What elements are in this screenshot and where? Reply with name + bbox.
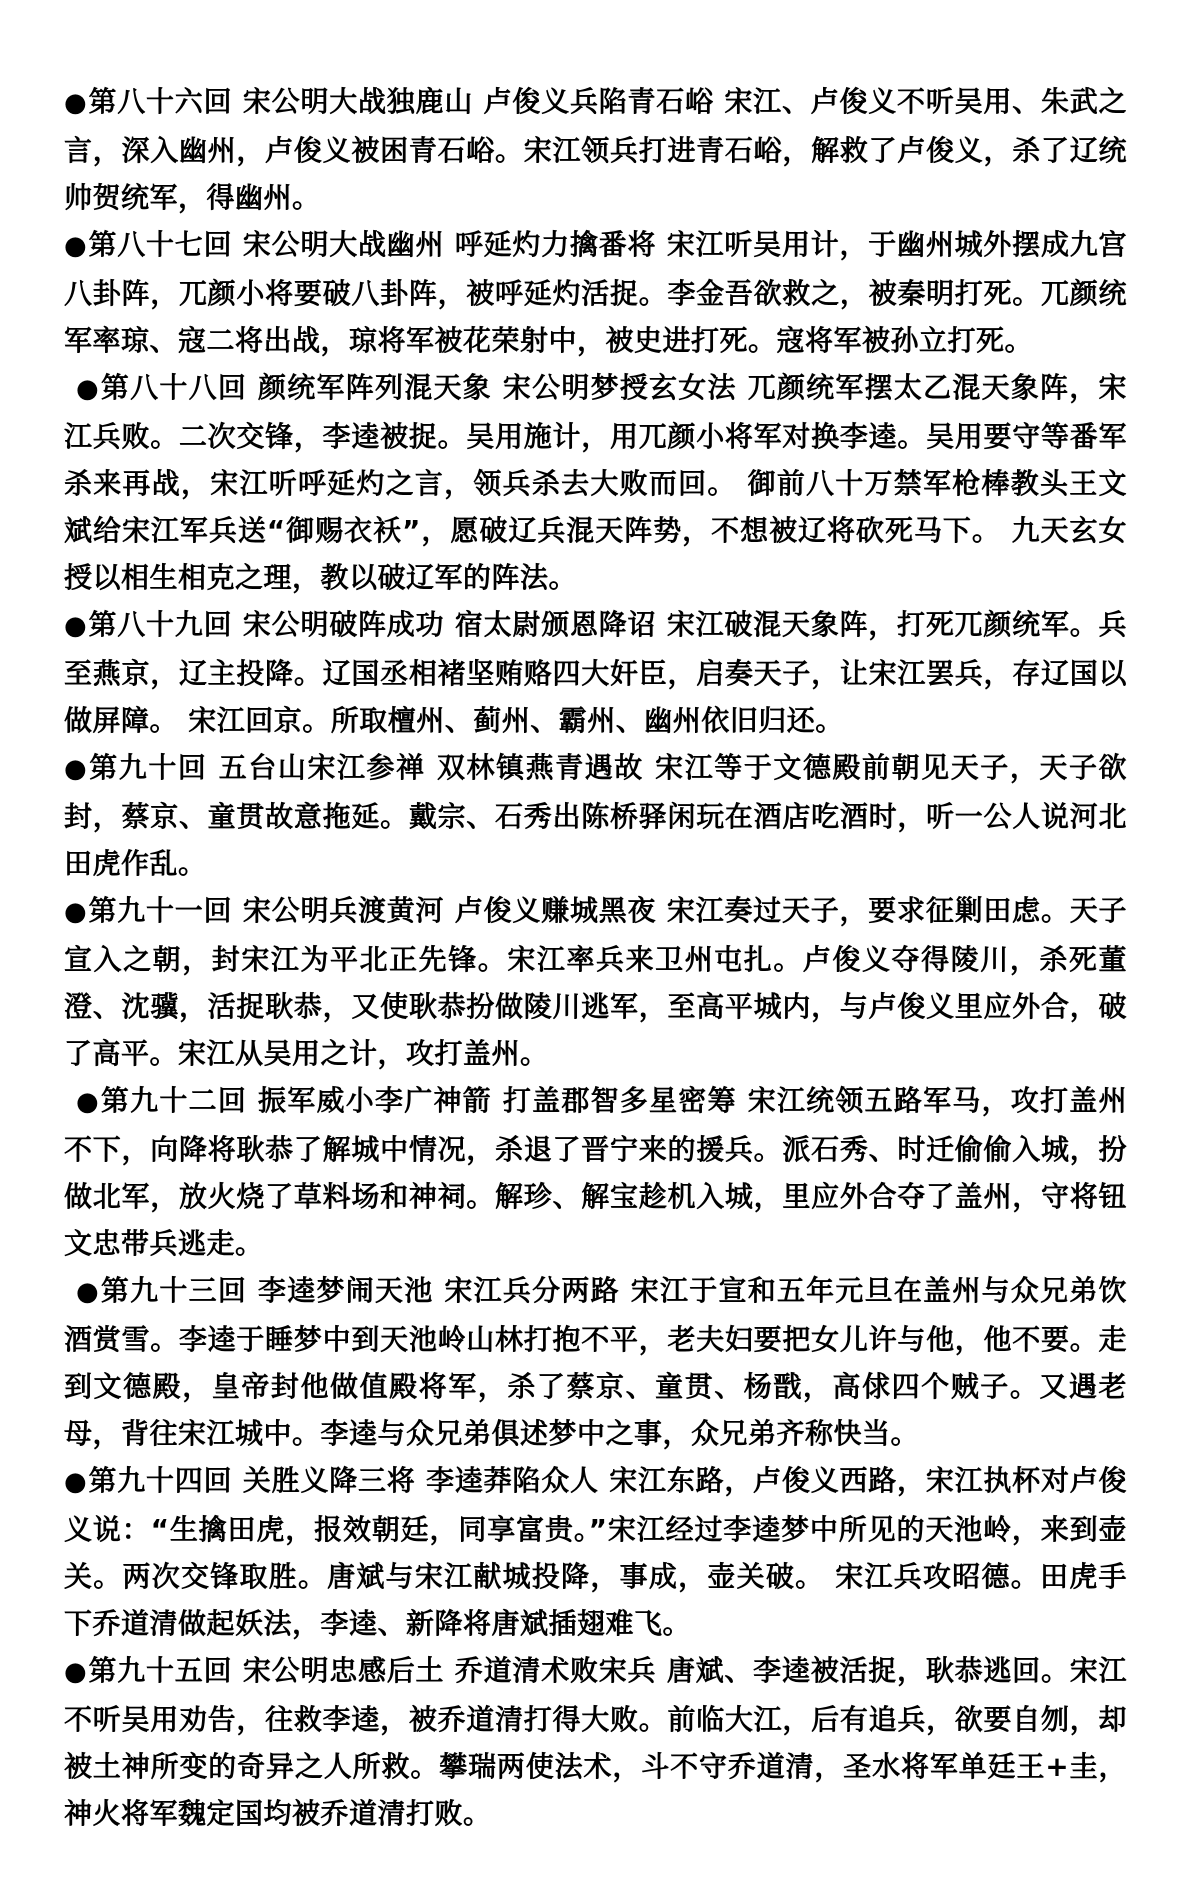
paragraph-text: 第九十二回 振军威小李广神箭 打盖郡智多星密筹 宋江统领五路军马，攻打盖州不下，向降将耿恭了解城中情况，杀退了晋宁来的援兵。派石秀、时迁偷偷入城，扮做北军，放火烧了草料场和神祠。解珍、解宝趁机入城，里应外合夺了盖州，守将钮文忠带兵逃走。 bbox=[64, 1084, 1128, 1260]
chapter-92-summary bbox=[64, 1077, 1127, 1267]
bullet-icon: ● bbox=[64, 1657, 88, 1687]
chapter-87-summary bbox=[64, 221, 1127, 364]
paragraph-text: 第九十回 五台山宋江参禅 双林镇燕青遇故 宋江等于文德殿前朝见天子，天子欲封，蔡京、童贯故意拖延。戴宗、石秀出陈桥驿闲玩在酒店吃酒时，听一公人说河北田虎作乱。 bbox=[64, 751, 1128, 880]
chapter-94-summary bbox=[64, 1457, 1127, 1647]
paragraph-text: 第九十五回 宋公明忠感后土 乔道清术败宋兵 唐斌、李逵被活捉，耿恭逃回。宋江不听吴用劝告，往救李逵，被乔道清打得大败。前临大江，后有追兵，欲要自刎，却被土神所变的奇异之人所救。攀瑞两使法术，斗不守乔道清，圣水将军单廷王+圭，神火将军魏定国均被乔道清打败。 bbox=[64, 1654, 1128, 1830]
paragraph-text: 第九十四回 关胜义降三将 李逵莽陷众人 宋江东路，卢俊义西路，宋江执杯对卢俊义说：“生擒田虎，报效朝廷，同享富贵。”宋江经过李逵梦中所见的天池岭，来到壶关。两次交锋取胜。唐斌与宋江献城投降，事成，壶关破。 宋江兵攻昭德。田虎手下乔道清做起妖法，李逵、新降将唐斌插翅难飞。 bbox=[64, 1464, 1128, 1640]
bullet-icon: ● bbox=[64, 897, 88, 927]
paragraph-text: 第九十三回 李逵梦闹天池 宋江兵分两路 宋江于宣和五年元旦在盖州与众兄弟饮酒赏雪。李逵于睡梦中到天池岭山林打抱不平，老夫妇要把女儿许与他，他不要。走到文德殿，皇帝封他做值殿将军，杀了蔡京、童贯、杨戬，高俅四个贼子。又遇老母，背往宋江城中。李逵与众兄弟俱述梦中之事，众兄弟齐称快当。 bbox=[64, 1274, 1128, 1450]
bullet-icon: ● bbox=[64, 1467, 88, 1497]
chapter-86-summary bbox=[64, 78, 1127, 221]
paragraph-text: 第八十七回 宋公明大战幽州 呼延灼力擒番将 宋江听吴用计，于幽州城外摆成九宫八卦阵，兀颜小将要破八卦阵，被呼延灼活捉。李金吾欲救之，被秦明打死。兀颜统军率琼、寇二将出战，琼将军被花荣射中，被史进打死。寇将军被孙立打死。 bbox=[64, 228, 1128, 357]
paragraph-text: 第八十六回 宋公明大战独鹿山 卢俊义兵陷青石峪 宋江、卢俊义不听吴用、朱武之言，深入幽州，卢俊义被困青石峪。宋江领兵打进青石峪，解救了卢俊义，杀了辽统帅贺统军，得幽州。 bbox=[64, 85, 1128, 214]
bullet-icon: ● bbox=[64, 611, 88, 641]
bullet-icon: ● bbox=[76, 374, 100, 404]
chapter-91-summary bbox=[64, 887, 1127, 1077]
paragraph-text: 第九十一回 宋公明兵渡黄河 卢俊义赚城黑夜 宋江奏过天子，要求征剿田虑。天子宣入之朝，封宋江为平北正先锋。宋江率兵来卫州屯扎。卢俊义夺得陵川，杀死董澄、沈骥，活捉耿恭，又使耿恭扮做陵川逃军，至高平城内，与卢俊义里应外合，破了高平。宋江从吴用之计，攻打盖州。 bbox=[64, 894, 1128, 1070]
chapter-summary-list bbox=[64, 78, 1127, 1837]
paragraph-text: 第八十九回 宋公明破阵成功 宿太尉颁恩降诏 宋江破混天象阵，打死兀颜统军。兵至燕京，辽主投降。辽国丞相褚坚贿赂四大奸臣，启奏天子，让宋江罢兵，存辽国以做屏障。 宋江回京。所取檀州、蓟州、霸州、幽州依旧归还。 bbox=[64, 608, 1128, 737]
bullet-icon: ● bbox=[64, 231, 88, 261]
chapter-88-summary bbox=[64, 364, 1127, 601]
chapter-90-summary bbox=[64, 744, 1127, 887]
bullet-icon: ● bbox=[64, 754, 89, 784]
bullet-icon: ● bbox=[64, 88, 88, 118]
chapter-95-summary bbox=[64, 1647, 1127, 1837]
chapter-89-summary bbox=[64, 601, 1127, 744]
paragraph-text: 第八十八回 颜统军阵列混天象 宋公明梦授玄女法 兀颜统军摆太乙混天象阵，宋江兵败。二次交锋，李逵被捉。吴用施计，用兀颜小将军对换李逵。吴用要守等番军杀来再战，宋江听呼延灼之言，领兵杀去大败而回。 御前八十万禁军枪棒教头王文斌给宋江军兵送“御赐衣袄”，愿破辽兵混天阵势，不想被辽将砍死马下。 九天玄女授以相生相克之理，教以破辽军的阵法。 bbox=[64, 371, 1128, 594]
chapter-93-summary bbox=[64, 1267, 1127, 1457]
bullet-icon: ● bbox=[76, 1277, 100, 1307]
bullet-icon: ● bbox=[76, 1087, 100, 1117]
